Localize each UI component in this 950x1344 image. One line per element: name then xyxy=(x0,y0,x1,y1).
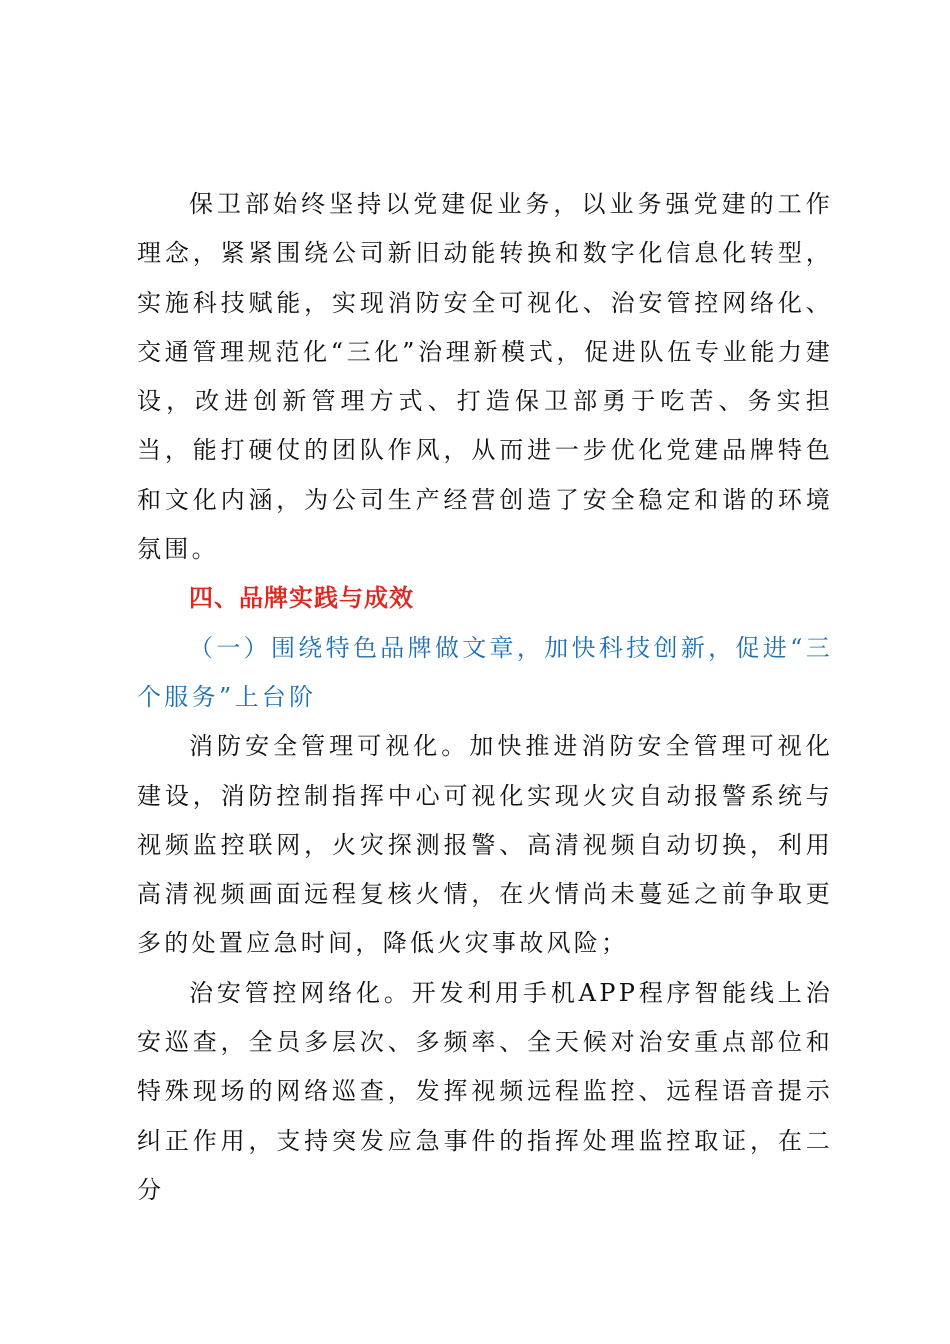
paragraph-fire-safety: 消防安全管理可视化。加快推进消防安全管理可视化建设，消防控制指挥中心可视化实现火灾自动报警系统与视频监控联网，火灾探测报警、高清视频自动切换，利用高清视频画面远程复核火情，在火情尚未蔓延之前争取更多的处置应急时间，降低火灾事故风险； xyxy=(137,732,833,958)
subsection-heading: （一）围绕特色品牌做文章，加快科技创新，促进“三个服务”上台阶 xyxy=(137,633,833,711)
document-body xyxy=(137,180,833,1215)
paragraph-intro: 保卫部始终坚持以党建促业务，以业务强党建的工作理念，紧紧围绕公司新旧动能转换和数字化信息化转型，实施科技赋能，实现消防安全可视化、治安管控网络化、交通管理规范化“三化”治理新模式，促进队伍专业能力建设，改进创新管理方式、打造保卫部勇于吃苦、务实担当，能打硬仗的团队作风，从而进一步优化党建品牌特色和文化内涵，为公司生产经营创造了安全稳定和谐的环境氛围。 xyxy=(137,190,833,564)
paragraph-public-security: 治安管控网络化。开发利用手机APP程序智能线上治安巡查，全员多层次、多频率、全天候对治安重点部位和特殊现场的网络巡查，发挥视频远程监控、远程语音提示纠正作用，支持突发应急事件的指挥处理监控取证，在二分 xyxy=(137,978,833,1204)
section-heading: 四、品牌实践与成效 xyxy=(189,584,414,613)
